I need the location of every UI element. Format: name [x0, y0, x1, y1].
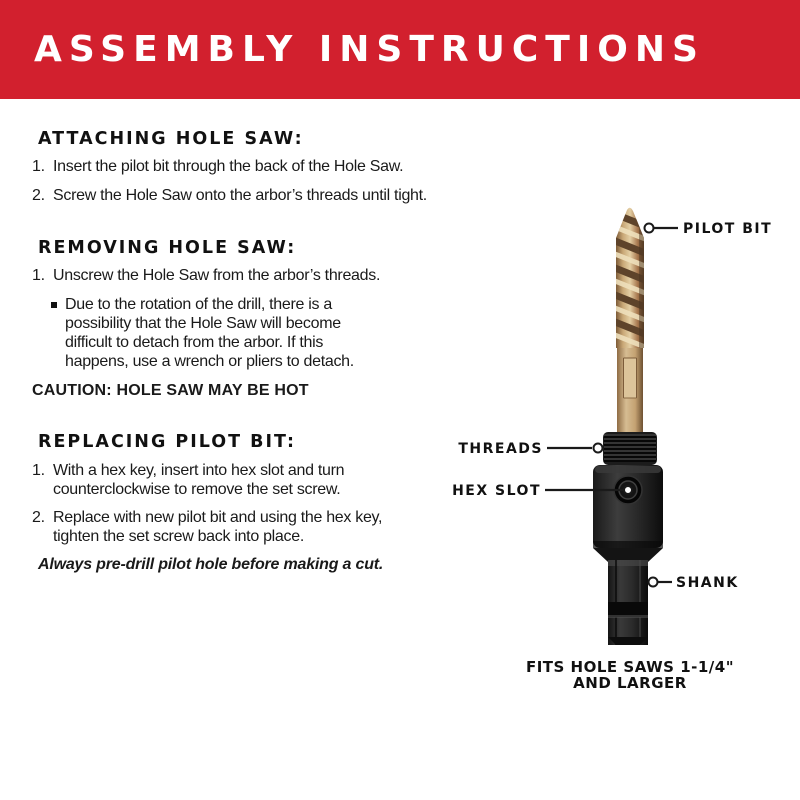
- instructions-column: [32, 130, 466, 574]
- diagram-caption: [526, 658, 734, 692]
- bullet-square-icon: [51, 302, 57, 308]
- removing-note: [51, 295, 466, 371]
- section-heading-removing: REMOVING HOLE SAW:: [38, 238, 297, 258]
- attaching-step-1: [32, 157, 466, 176]
- arbor-illustration: [440, 150, 800, 710]
- note-line: difficult to detach from the arbor. If this: [65, 334, 324, 351]
- attaching-step-2: [32, 186, 466, 205]
- header-banner: [0, 0, 800, 99]
- section-heading-replacing: REPLACING PILOT BIT:: [38, 432, 297, 452]
- note-line: possibility that the Hole Saw will become: [65, 315, 341, 332]
- caption-line-1: FITS HOLE SAWS 1-1/4": [525, 658, 735, 676]
- step-text: Insert the pilot bit through the back of the Hole Saw.: [53, 158, 404, 175]
- step-text: Unscrew the Hole Saw from the arbor’s threads.: [53, 267, 381, 284]
- replacing-step-1: [32, 461, 466, 499]
- neck-graphic: [593, 548, 663, 562]
- arbor-diagram: [440, 150, 800, 710]
- step-line: Replace with new pilot bit and using the hex key,: [53, 509, 383, 526]
- step-line: tighten the set screw back into place.: [53, 528, 304, 545]
- leader-dot-icon: [649, 578, 658, 587]
- step-text: Screw the Hole Saw onto the arbor’s threads until tight.: [53, 187, 427, 204]
- removing-note-text: [65, 295, 354, 371]
- replacing-step-2: [32, 508, 466, 546]
- leader-dot-icon: [645, 224, 654, 233]
- step-number: 1.: [32, 462, 45, 479]
- step-number: 1.: [32, 158, 45, 175]
- threads-graphic: [603, 432, 657, 465]
- removing-step-1: [32, 266, 466, 285]
- note-line: Due to the rotation of the drill, there is a: [65, 296, 332, 313]
- label-hex-slot: HEX SLOT: [452, 483, 541, 499]
- step-number: 1.: [32, 267, 45, 284]
- callout-pilot-bit: [645, 221, 773, 237]
- predrill-footnote: Always pre-drill pilot hole before making a cut.: [38, 556, 384, 573]
- step-text: [53, 461, 344, 499]
- label-pilot-bit: PILOT BIT: [683, 221, 773, 237]
- arbor-body-graphic: [593, 465, 663, 548]
- step-line: With a hex key, insert into hex slot and turn: [53, 462, 345, 479]
- callout-shank: [649, 575, 739, 591]
- label-shank: SHANK: [676, 575, 739, 591]
- note-line: happens, use a wrench or pliers to detach.: [65, 353, 354, 370]
- step-text: [53, 508, 382, 546]
- section-heading-attaching: ATTACHING HOLE SAW:: [38, 129, 304, 149]
- callout-threads: [458, 441, 602, 457]
- step-number: 2.: [32, 187, 45, 204]
- step-number: 2.: [32, 509, 45, 526]
- leader-dot-icon: [624, 486, 632, 494]
- page-title: ASSEMBLY INSTRUCTIONS: [34, 28, 705, 70]
- label-threads: THREADS: [458, 441, 543, 457]
- bit-shank-graphic: [617, 348, 643, 434]
- caption-line-2: AND LARGER: [573, 674, 687, 692]
- power-groove-graphic: [608, 602, 648, 617]
- leader-dot-icon: [594, 444, 603, 453]
- caution-text: CAUTION: HOLE SAW MAY BE HOT: [32, 382, 309, 399]
- step-line: counterclockwise to remove the set screw.: [53, 481, 341, 498]
- hex-shank-graphic: [608, 560, 648, 645]
